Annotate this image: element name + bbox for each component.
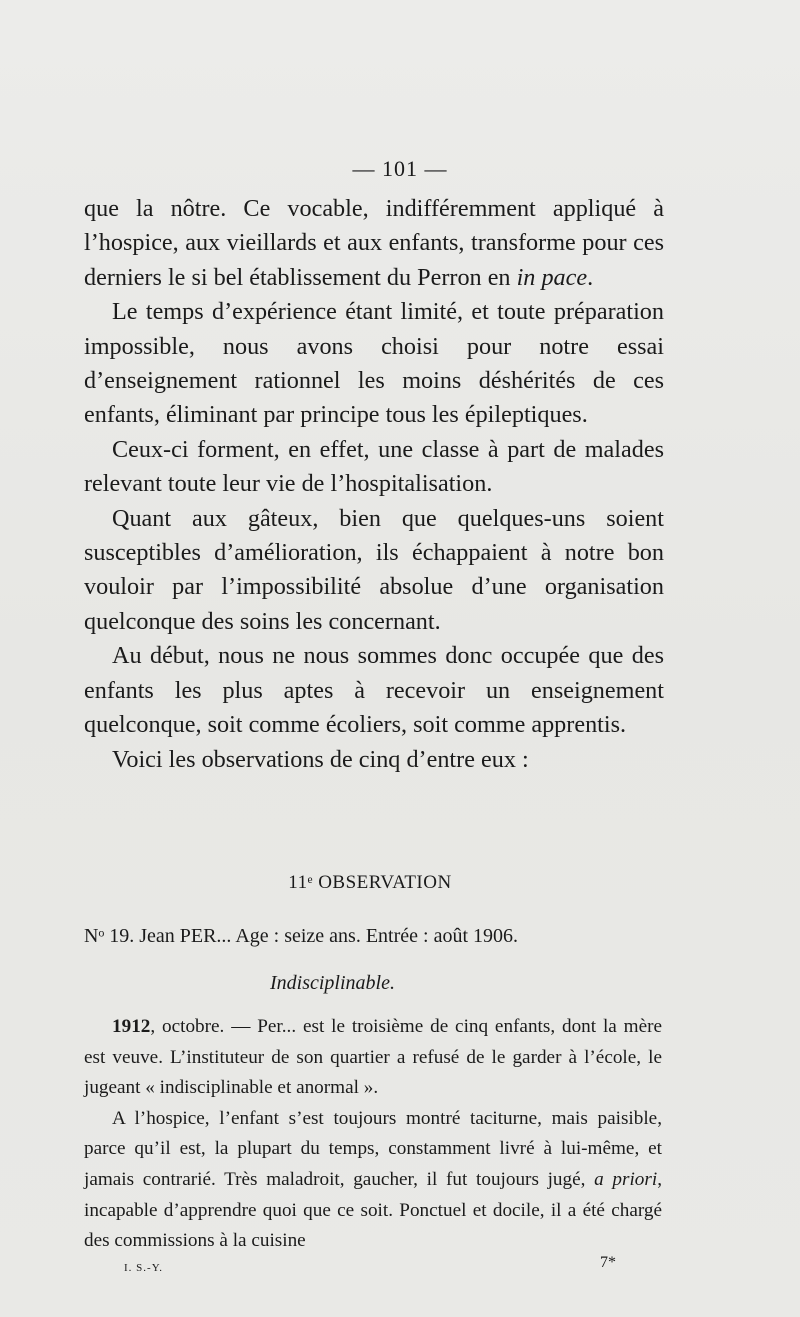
paragraph-4: Quant aux gâteux, bien que quelques-uns soient susceptibles d’amélioration, ils échappaient à notre bon vouloir par l’impossibilité absolue d’une organisation quelconque des soins les concernant. <box>84 504 664 635</box>
italic-phrase: in pace <box>516 263 588 291</box>
entry-line: Nᵒ 19. Jean PER... Age : seize ans. Entrée : août 1906. <box>84 925 519 947</box>
paragraph-7: 1912, octobre. — Per... est le troisième de cinq enfants, dont la mère est veuve. L’instituteur de son quartier a refusé de le garder à l’école, le jugeant « indisciplinable et anormal ». <box>84 1016 662 1099</box>
signature-mark: I. S.-Y. <box>124 1262 163 1274</box>
italic-phrase: a priori <box>594 1168 658 1190</box>
observation-subtitle: Indisciplinable. <box>270 972 395 994</box>
sheet-number: 7* <box>600 1254 616 1271</box>
observation-title: 11ᵉ OBSERVATION <box>288 872 452 893</box>
paragraph-5: Au début, nous ne nous sommes donc occupée que des enfants les plus aptes à recevoir un enseignement quelconque, soit comme écoliers, soit comme apprentis. <box>84 642 664 739</box>
page-number: — 101 — <box>352 156 448 181</box>
year: 1912 <box>112 1016 151 1037</box>
paragraph-8: A l’hospice, l’enfant s’est toujours montré taciturne, mais paisible, parce qu’il est, la plupart du temps, constamment livré à lui-même, et jamais contrarié. Très maladroit, gaucher, il fut toujours jugé, a priori, incapable d’apprendre quoi que ce soit. Ponctuel et docile, il a été chargé des commissions à la cuisine <box>84 1107 662 1252</box>
paragraph-2: Le temps d’expérience étant limité, et toute préparation impossible, nous avons choisi pour notre essai d’enseignement rationnel les moins déshérités de ces enfants, éliminant par principe tous les épileptiques. <box>84 298 664 429</box>
paragraph-6: Voici les observations de cinq d’entre eux : <box>112 745 529 773</box>
body-text-small <box>84 1012 662 1257</box>
body-text-large <box>84 192 664 777</box>
paragraph-1: que la nôtre. Ce vocable, indifféremment appliqué à l’hospice, aux vieillards et aux enfants, transforme pour ces derniers le si bel établissement du Perron en in pace. <box>84 195 664 291</box>
paragraph-3: Ceux-ci forment, en effet, une classe à part de malades relevant toute leur vie de l’hospitalisation. <box>84 435 664 498</box>
